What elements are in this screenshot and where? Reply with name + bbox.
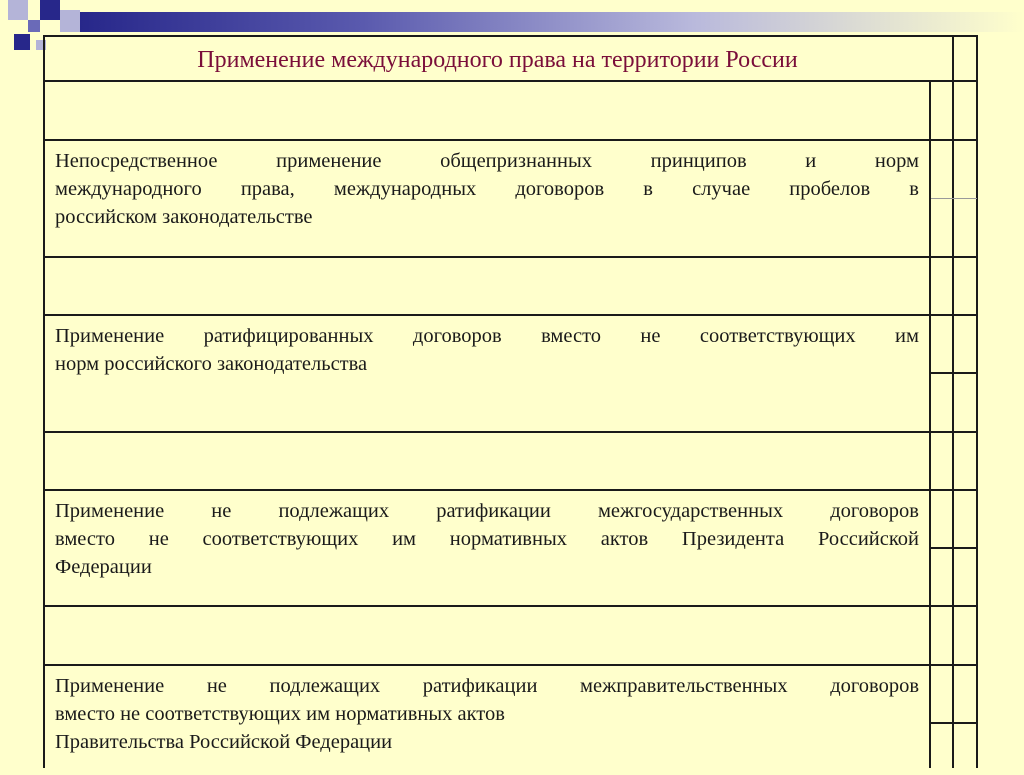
- slide-title: Применение международного права на территории России: [197, 47, 798, 73]
- row-divider: [43, 80, 978, 82]
- row-divider: [43, 139, 978, 141]
- decor-square: [8, 0, 28, 20]
- text-line: вместо не соответствующих им нормативных актов Президента Российской: [55, 528, 919, 550]
- table-row-3-text: [55, 497, 919, 581]
- side-cell-divider: [931, 198, 977, 199]
- decor-square: [60, 10, 80, 32]
- table-border-right-inner: [952, 35, 954, 768]
- text-line: Непосредственное применение общепризнанных принципов и норм: [55, 150, 919, 172]
- row-divider: [43, 314, 978, 316]
- table-border-top: [43, 35, 978, 37]
- text-line: вместо не соответствующих им нормативных актов: [55, 703, 505, 725]
- text-line: Применение не подлежащих ратификации межправительственных договоров: [55, 675, 919, 697]
- decor-square: [40, 0, 60, 20]
- decor-square: [14, 34, 30, 50]
- side-cell-divider: [931, 547, 977, 549]
- text-line: Федерации: [55, 556, 152, 578]
- row-divider: [43, 431, 978, 433]
- text-line: норм российского законодательства: [55, 353, 368, 375]
- text-line: Применение ратифицированных договоров вместо не соответствующих им: [55, 325, 919, 347]
- table-border-left: [43, 35, 45, 768]
- side-cell-divider: [931, 372, 977, 374]
- comparison-table: [43, 35, 978, 775]
- text-line: международного права, международных договоров в случае пробелов в: [55, 178, 919, 200]
- text-line: Применение не подлежащих ратификации межгосударственных договоров: [55, 500, 919, 522]
- table-row-1-text: [55, 147, 919, 231]
- header-gradient-bar: [80, 12, 1024, 32]
- table-border-right-outer: [976, 35, 978, 768]
- row-divider: [43, 664, 978, 666]
- text-line: российском законодательстве: [55, 206, 313, 228]
- decor-square: [28, 20, 40, 32]
- side-cell-divider: [931, 722, 977, 724]
- table-row-4-text: [55, 672, 919, 756]
- text-line: Правительства Российской Федерации: [55, 731, 393, 753]
- row-divider: [43, 256, 978, 258]
- row-divider: [43, 489, 978, 491]
- table-row-2-text: [55, 322, 919, 378]
- row-divider: [43, 605, 978, 607]
